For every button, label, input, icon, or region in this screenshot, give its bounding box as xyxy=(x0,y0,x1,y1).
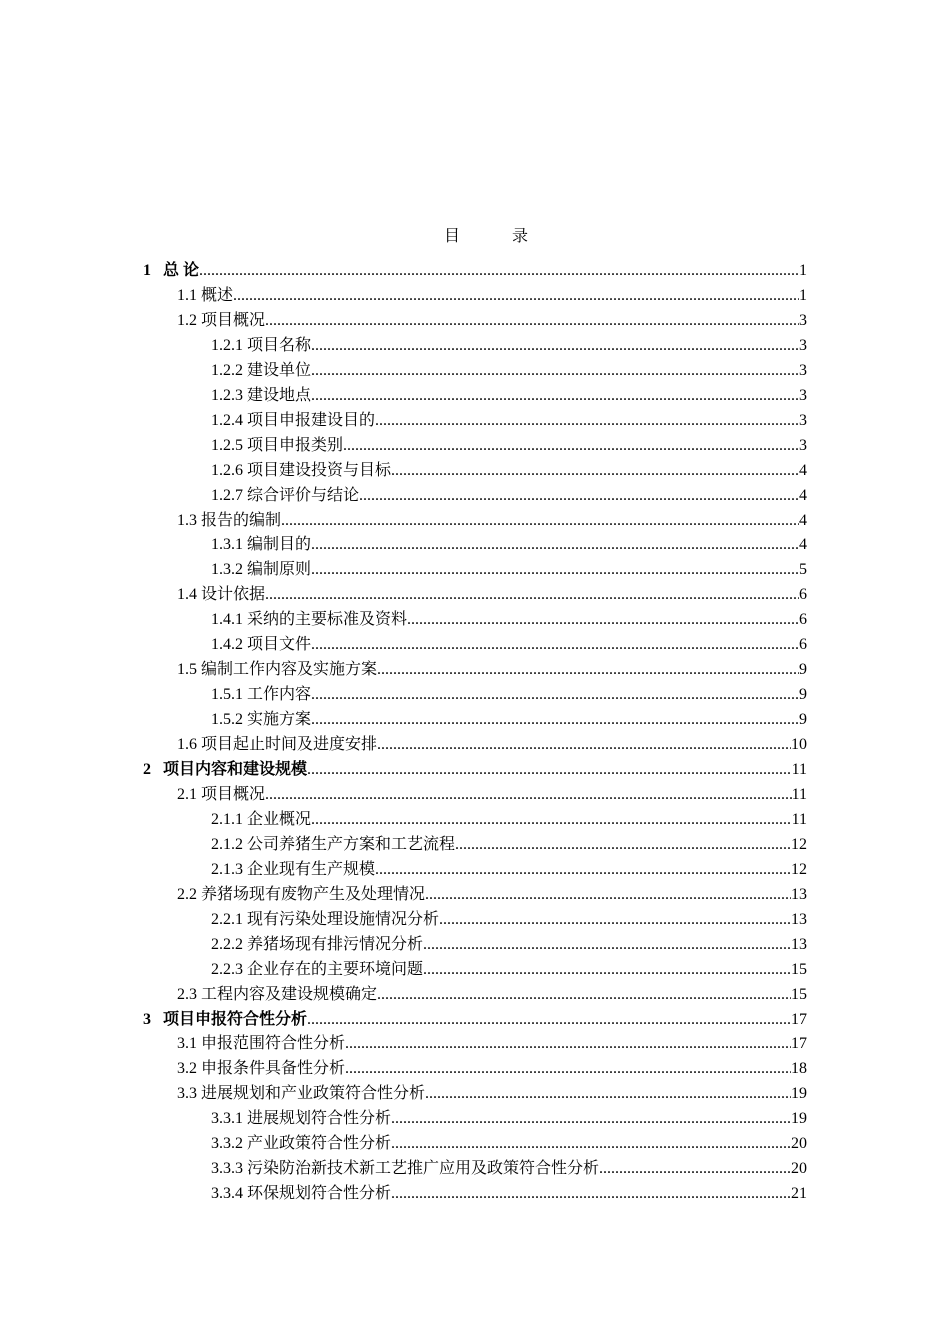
dot-leader xyxy=(391,458,799,483)
toc-entry-number: 1.4.2 xyxy=(211,636,243,654)
dot-leader xyxy=(391,1131,791,1156)
dot-leader xyxy=(265,782,792,807)
toc-entry-page-number: 11 xyxy=(791,761,807,778)
toc-entry-page-number: 9 xyxy=(799,661,807,679)
toc-entry[interactable] xyxy=(211,807,807,832)
toc-entry[interactable] xyxy=(211,483,807,508)
dot-leader xyxy=(455,832,791,857)
dot-leader xyxy=(311,358,799,383)
toc-entry-number: 1.1 xyxy=(177,286,197,304)
toc-entry-title: 养猪场现有排污情况分析 xyxy=(247,935,424,953)
toc-entry[interactable] xyxy=(211,957,807,982)
toc-entry-number: 1.5.2 xyxy=(211,711,243,729)
toc-entry-title: 项目概况 xyxy=(201,311,266,329)
toc-entry[interactable] xyxy=(177,782,807,807)
toc-entry-title: 公司养猪生产方案和工艺流程 xyxy=(247,835,456,853)
dot-leader xyxy=(345,1056,791,1081)
toc-entry-title: 企业存在的主要环境问题 xyxy=(247,960,424,978)
toc-entry[interactable] xyxy=(211,932,807,957)
toc-entry[interactable] xyxy=(177,582,807,607)
toc-entry-title: 实施方案 xyxy=(247,711,312,729)
toc-entry[interactable] xyxy=(177,283,807,308)
dot-leader xyxy=(311,682,799,707)
toc-entry-page-number: 12 xyxy=(791,860,807,878)
toc-entry-title: 建设单位 xyxy=(247,361,312,379)
toc-entry-number: 3.3.3 xyxy=(211,1160,243,1178)
toc-entry[interactable] xyxy=(177,882,807,907)
toc-entry[interactable] xyxy=(177,308,807,333)
toc-entry-number: 1.5.1 xyxy=(211,686,243,704)
toc-entry-title: 项目文件 xyxy=(247,636,312,654)
toc-entry[interactable] xyxy=(211,907,807,932)
dot-leader xyxy=(311,557,799,582)
dot-leader xyxy=(311,532,799,557)
toc-entry[interactable] xyxy=(177,732,807,757)
toc-entry-number: 2.2.3 xyxy=(211,960,243,978)
toc-entry[interactable] xyxy=(211,682,807,707)
dot-leader xyxy=(439,907,791,932)
toc-entry-page-number: 17 xyxy=(791,1035,807,1053)
toc-entry-title: 项目名称 xyxy=(247,336,312,354)
toc-entry[interactable] xyxy=(177,657,807,682)
toc-entry[interactable] xyxy=(211,333,807,358)
toc-entry-page-number: 19 xyxy=(791,1110,807,1128)
dot-leader xyxy=(375,408,799,433)
toc-entry-page-number: 18 xyxy=(791,1060,807,1078)
toc-entry[interactable] xyxy=(211,857,807,882)
toc-entry-title: 企业概况 xyxy=(247,810,312,828)
toc-entry[interactable] xyxy=(211,557,807,582)
toc-entry-number: 2.1.2 xyxy=(211,835,243,853)
toc-entry-page-number: 3 xyxy=(799,361,807,379)
toc-entry[interactable] xyxy=(143,757,807,782)
toc-entry-title: 污染防治新技术新工艺推广应用及政策符合性分析 xyxy=(247,1160,600,1178)
toc-entry[interactable] xyxy=(211,832,807,857)
toc-entry-number: 1.2.5 xyxy=(211,436,243,454)
toc-entry-page-number: 9 xyxy=(799,711,807,729)
dot-leader xyxy=(199,258,799,283)
dot-leader xyxy=(311,632,799,657)
toc-entry-page-number: 13 xyxy=(791,885,807,903)
toc-entry[interactable] xyxy=(211,433,807,458)
toc-entry-title: 设计依据 xyxy=(201,586,266,604)
toc-title: 目 录 xyxy=(443,228,546,245)
dot-leader xyxy=(375,857,791,882)
toc-entry[interactable] xyxy=(177,982,807,1007)
toc-entry-page-number: 21 xyxy=(791,1185,807,1203)
toc-entry-title: 编制目的 xyxy=(247,536,312,554)
toc-entry-page-number: 15 xyxy=(791,960,807,978)
dot-leader xyxy=(391,1181,791,1206)
toc-entry-page-number: 12 xyxy=(791,835,807,853)
toc-entry-title: 项目申报符合性分析 xyxy=(163,1010,308,1028)
toc-entry-number: 2.2 xyxy=(177,885,197,903)
toc-entry-page-number: 17 xyxy=(791,1010,807,1028)
toc-entry-number: 1.5 xyxy=(177,661,197,679)
toc-entry-number: 3.3 xyxy=(177,1085,197,1103)
toc-entry-page-number: 15 xyxy=(791,985,807,1003)
dot-leader xyxy=(307,757,792,782)
toc-entry-title: 工作内容 xyxy=(247,686,312,704)
toc-entry-title: 项目申报类别 xyxy=(247,436,344,454)
toc-entry-title: 进展规划和产业政策符合性分析 xyxy=(201,1085,426,1103)
toc-entry-page-number: 20 xyxy=(791,1160,807,1178)
toc-entry-title: 项目建设投资与目标 xyxy=(247,461,392,479)
toc-entry[interactable] xyxy=(211,408,807,433)
toc-entry[interactable] xyxy=(211,532,807,557)
toc-entry[interactable] xyxy=(177,508,807,533)
toc-entry-page-number: 11 xyxy=(791,810,807,828)
toc-entry-number: 1.3.1 xyxy=(211,536,243,554)
toc-entry-number: 2.3 xyxy=(177,985,197,1003)
toc-entry-title: 项目概况 xyxy=(201,785,266,803)
toc-entry-title: 项目起止时间及进度安排 xyxy=(201,736,378,754)
toc-entry-page-number: 13 xyxy=(791,910,807,928)
dot-leader xyxy=(311,807,792,832)
dot-leader xyxy=(425,882,791,907)
toc-entry[interactable] xyxy=(211,1131,807,1156)
dot-leader xyxy=(425,1081,791,1106)
dot-leader xyxy=(423,957,791,982)
toc-entry-number: 1.2.7 xyxy=(211,486,243,504)
toc-entry-title: 总 论 xyxy=(163,262,200,279)
dot-leader xyxy=(407,607,799,632)
dot-leader xyxy=(233,283,799,308)
toc-entry-title: 项目申报建设目的 xyxy=(247,411,376,429)
toc-entry-number: 2.1 xyxy=(177,785,197,803)
toc-entry-number: 1.2.3 xyxy=(211,386,243,404)
toc-entry-number: 3.3.1 xyxy=(211,1110,243,1128)
toc-entry-page-number: 9 xyxy=(799,686,807,704)
toc-entry[interactable] xyxy=(211,1181,807,1206)
toc-entry-number: 1.2.2 xyxy=(211,361,243,379)
toc-entry-page-number: 3 xyxy=(799,386,807,404)
toc-entry-title: 项目内容和建设规模 xyxy=(163,761,308,778)
toc-entry-page-number: 4 xyxy=(799,536,807,554)
toc-entry[interactable] xyxy=(211,358,807,383)
dot-leader xyxy=(311,333,799,358)
toc-entry-title: 环保规划符合性分析 xyxy=(247,1185,392,1203)
toc-entry-page-number: 20 xyxy=(791,1135,807,1153)
toc-entry-number: 3.3.4 xyxy=(211,1185,243,1203)
dot-leader xyxy=(343,433,799,458)
toc-entry[interactable] xyxy=(211,383,807,408)
dot-leader xyxy=(281,508,799,533)
toc-entry[interactable] xyxy=(177,1031,807,1056)
toc-entry-number: 1.2 xyxy=(177,311,197,329)
dot-leader xyxy=(391,1106,791,1131)
toc-entry-number: 2.2.2 xyxy=(211,935,243,953)
toc-entry-number: 2 xyxy=(143,761,151,778)
toc-entry-page-number: 6 xyxy=(799,636,807,654)
toc-entry-title: 编制工作内容及实施方案 xyxy=(201,661,378,679)
toc-entry-page-number: 5 xyxy=(799,561,807,579)
dot-leader xyxy=(345,1031,791,1056)
toc-entry-title: 进展规划符合性分析 xyxy=(247,1110,392,1128)
dot-leader xyxy=(359,483,799,508)
toc-entry-number: 3.3.2 xyxy=(211,1135,243,1153)
toc-entry-page-number: 3 xyxy=(799,311,807,329)
toc-entry-title: 产业政策符合性分析 xyxy=(247,1135,392,1153)
toc-entry[interactable] xyxy=(211,458,807,483)
toc-entry-number: 1.2.6 xyxy=(211,461,243,479)
toc-entry-title: 申报条件具备性分析 xyxy=(201,1060,346,1078)
toc-entry[interactable] xyxy=(143,1007,807,1032)
toc-entry-title: 工程内容及建设规模确定 xyxy=(201,985,378,1003)
toc-entry-title: 建设地点 xyxy=(247,386,312,404)
toc-entry-page-number: 19 xyxy=(791,1085,807,1103)
dot-leader xyxy=(377,732,791,757)
toc-entry-number: 2.1.1 xyxy=(211,810,243,828)
toc-entry[interactable] xyxy=(177,1056,807,1081)
toc-entry[interactable] xyxy=(211,1156,807,1181)
dot-leader xyxy=(307,1007,791,1032)
toc-entry-page-number: 4 xyxy=(799,486,807,504)
toc-entry-number: 2.2.1 xyxy=(211,910,243,928)
toc-entry-number: 1 xyxy=(143,262,151,279)
toc-entry-number: 1.6 xyxy=(177,736,197,754)
dot-leader xyxy=(265,582,799,607)
dot-leader xyxy=(423,932,791,957)
toc-entry-title: 现有污染处理设施情况分析 xyxy=(247,910,440,928)
toc-entry-page-number: 3 xyxy=(799,436,807,454)
toc-entry[interactable] xyxy=(177,1081,807,1106)
toc-entry-title: 概述 xyxy=(201,286,234,304)
dot-leader xyxy=(599,1156,791,1181)
toc-entry-number: 1.3 xyxy=(177,511,197,529)
toc-entry-title: 申报范围符合性分析 xyxy=(201,1035,346,1053)
toc-entry-number: 3.2 xyxy=(177,1060,197,1078)
toc-entry-title: 综合评价与结论 xyxy=(247,486,360,504)
toc-entry-number: 3 xyxy=(143,1010,151,1028)
toc-entry-page-number: 6 xyxy=(799,611,807,629)
toc-entry-title: 采纳的主要标准及资料 xyxy=(247,611,408,629)
toc-entry-page-number: 10 xyxy=(791,736,807,754)
toc-entry-title: 编制原则 xyxy=(247,561,312,579)
toc-entry-page-number: 1 xyxy=(799,262,807,279)
toc-entry-page-number: 6 xyxy=(799,586,807,604)
toc-entry-page-number: 4 xyxy=(799,461,807,479)
dot-leader xyxy=(377,657,799,682)
toc-entry-page-number: 3 xyxy=(799,411,807,429)
dot-leader xyxy=(377,982,791,1007)
toc-entry[interactable] xyxy=(211,607,807,632)
dot-leader xyxy=(311,707,799,732)
toc-entry-number: 1.2.1 xyxy=(211,336,243,354)
toc-entry-page-number: 1 xyxy=(799,286,807,304)
toc-entry-page-number: 3 xyxy=(799,336,807,354)
toc-entry-title: 报告的编制 xyxy=(201,511,282,529)
toc-entry-number: 1.2.4 xyxy=(211,411,243,429)
toc-entry-number: 2.1.3 xyxy=(211,860,243,878)
toc-entry-page-number: 4 xyxy=(799,511,807,529)
dot-leader xyxy=(265,308,799,333)
toc-entry-number: 1.4.1 xyxy=(211,611,243,629)
toc-entry-number: 1.4 xyxy=(177,586,197,604)
toc-entry-number: 1.3.2 xyxy=(211,561,243,579)
toc-entry[interactable] xyxy=(143,258,807,283)
dot-leader xyxy=(311,383,799,408)
toc-entry-number: 3.1 xyxy=(177,1035,197,1053)
toc-entry[interactable] xyxy=(211,632,807,657)
toc-entry[interactable] xyxy=(211,707,807,732)
toc-entry-page-number: 11 xyxy=(791,785,807,803)
toc-entry[interactable] xyxy=(211,1106,807,1131)
toc-entry-page-number: 13 xyxy=(791,935,807,953)
toc-entry-title: 养猪场现有废物产生及处理情况 xyxy=(201,885,426,903)
toc-entry-title: 企业现有生产规模 xyxy=(247,860,376,878)
